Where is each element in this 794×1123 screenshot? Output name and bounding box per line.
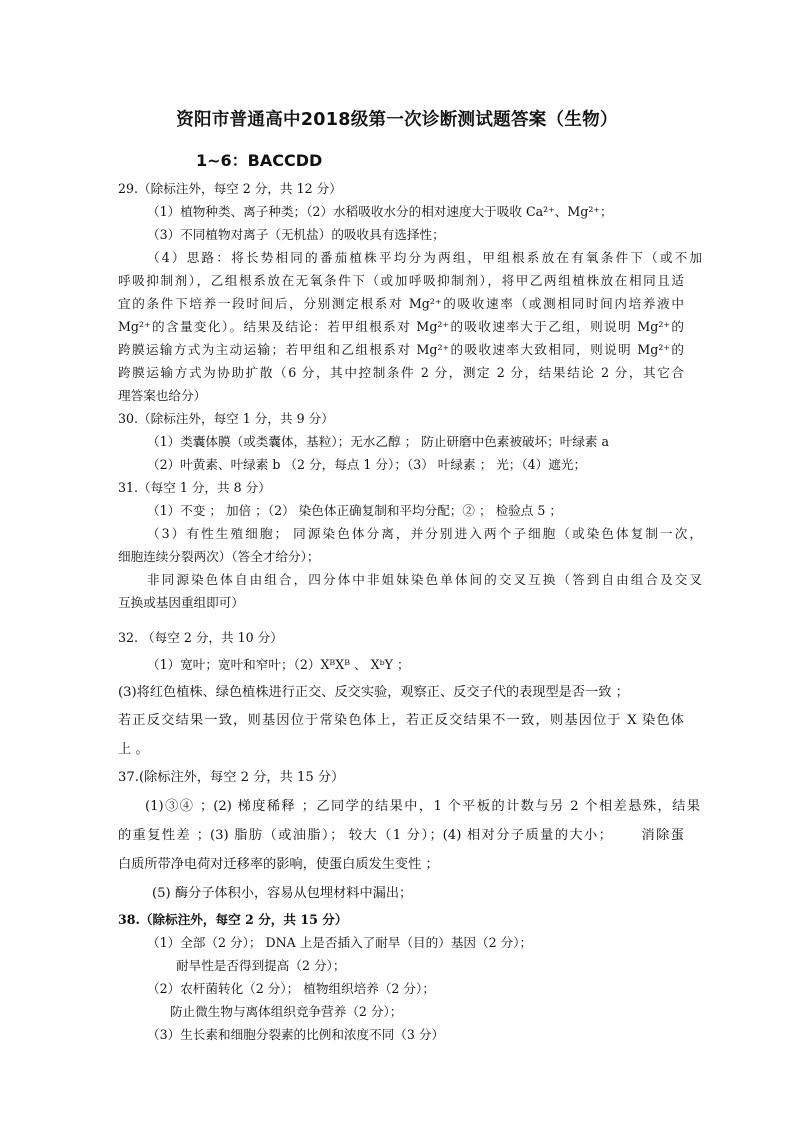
q32-line: (3)将红色植株、绿色植株进行正交、反交实验，观察正、反交子代的表现型是否一致 ；: [118, 685, 629, 700]
q38-line: （3）生长素和细胞分裂素的比例和浓度不同（3 分）: [147, 1027, 445, 1042]
q29-line: 呼吸抑制剂），乙组根系放在无氧条件下（或加呼吸抑制剂），将甲乙两组植株放在相同且适: [118, 273, 684, 288]
q38-line: 耐旱性是否得到提高（2 分）；: [176, 958, 346, 973]
multiple-choice-answers: 1~6：BACCDD: [196, 151, 323, 170]
q37-line: (5) 酶分子体积小，容易从包埋材料中漏出；: [152, 886, 413, 901]
q30-line: （2）叶黄素、叶绿素 b （2 分，每点 1 分）；（3） 叶绿素 ； 光；（4）遮光；: [147, 457, 587, 472]
q31-line: 细胞连续分裂两次）（答全才给分）；: [118, 549, 320, 564]
q29-line: 宜的条件下培养一段时间后，分别测定根系对 Mg²⁺的吸收速率（或测相同时间内培养液中: [118, 296, 684, 311]
q31-header: 31.（每空 1 分，共 8 分）: [118, 480, 271, 495]
q38-header: 38.（除标注外，每空 2 分，共 15 分）: [118, 912, 348, 927]
q29-line: 跨膜运输方式为主动运输；若甲组和乙组根系对 Mg²⁺的吸收速率大致相同，则说明 Mg²⁺的: [118, 342, 684, 357]
q29-line: 跨膜运输方式为协助扩散（6 分，其中控制条件 2 分，测定 2 分，结果结论 2 分，其它合: [118, 365, 684, 380]
q37-line: 的重复性差 ；(3) 脂肪（或油脂）； 较大（1 分）；(4) 相对分子质量的大小； 消除蛋: [118, 828, 684, 843]
q37-line: (1)③④ ；(2) 梯度稀释 ；乙同学的结果中，1 个平板的计数与另 2 个相差悬殊，结果: [145, 799, 700, 814]
q30-line: （1）类囊体膜（或类囊体，基粒）；无水乙醇 ； 防止研磨中色素被破坏；叶绿素 a: [147, 434, 610, 449]
q38-line: （1）全部（2 分）； DNA 上是否插入了耐旱（目的）基因（2 分）；: [147, 935, 533, 950]
q29-line: （4）思路：将长势相同的番茄植株平均分为两组，甲组根系放在有氧条件下（或不加: [147, 250, 702, 265]
q32-line: 若正反交结果一致，则基因位于常染色体上，若正反交结果不一致，则基因位于 X 染色体: [118, 713, 684, 728]
q32-line: 上 。: [118, 742, 149, 757]
q31-line: 互换或基因重组即可）: [118, 595, 244, 610]
q29-line: 理答案也给分）: [118, 388, 207, 403]
q38-line: （2）农杆菌转化（2 分）； 植物组织培养（2 分）；: [147, 981, 435, 996]
q38-line: 防止微生物与离体组织竞争营养（2 分）；: [170, 1004, 403, 1019]
q29-header: 29.（除标注外，每空 2 分，共 12 分）: [118, 181, 342, 196]
q31-line: （1）不变 ； 加倍 ；（2） 染色体正确复制和平均分配；② ； 检验点 5 ；: [147, 503, 562, 518]
q31-line: 非同源染色体自由组合，四分体中非姐妹染色单体间的交叉互换（答到自由组合及交叉: [147, 572, 702, 587]
q32-header: 32. （每空 2 分，共 10 分）: [118, 630, 283, 645]
q37-line: 白质所带净电荷对迁移率的影响，使蛋白质发生变性 ；: [118, 857, 439, 872]
q29-line: Mg²⁺的含量变化）。结果及结论：若甲组根系对 Mg²⁺的吸收速率大于乙组，则说明 Mg²⁺的: [118, 319, 684, 334]
q32-line: （1）宽叶；宽叶和窄叶；（2）XᴮXᴮ 、 XᵇY ；: [147, 657, 410, 672]
page-title: 资阳市普通高中2018级第一次诊断测试题答案（生物）: [176, 110, 618, 130]
q30-header: 30.（除标注外，每空 1 分，共 9 分）: [118, 411, 334, 426]
q31-line: （3）有性生殖细胞； 同源染色体分离，并分别进入两个子细胞（或染色体复制一次，: [147, 526, 702, 541]
q29-line: （3）不同植物对离子（无机盐）的吸收具有选择性；: [147, 227, 445, 242]
q37-header: 37.(除标注外，每空 2 分，共 15 分）: [118, 770, 345, 785]
q29-line: （1）植物种类、离子种类；（2）水稻吸收水分的相对速度大于吸收 Ca²⁺、Mg²⁺；: [147, 204, 613, 219]
